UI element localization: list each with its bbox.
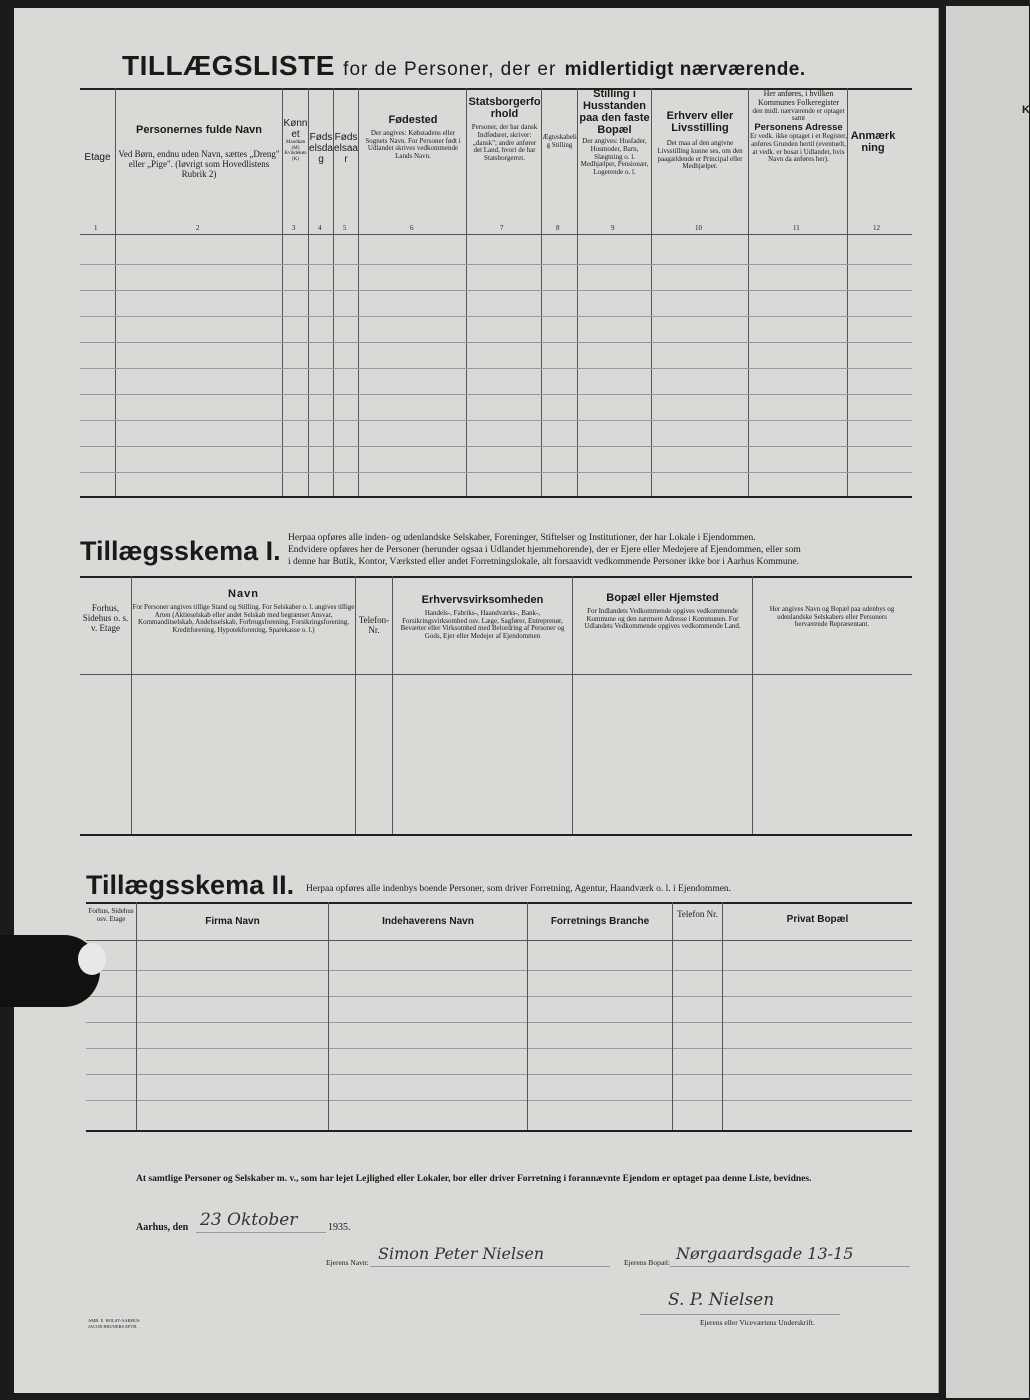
declaration-text: At samtlige Personer og Selskaber m. v., som har lejet Lejlighed eller Lokaler, bor eller driver Forretning i forannævnte Ejendom er optaget paa denne Liste, bevidnes. bbox=[136, 1174, 812, 1184]
col-statsborger-label: Statsborgerforhold bbox=[468, 96, 541, 121]
s1-col-erhverv-label: Erhvervsvirksomheden bbox=[421, 594, 544, 606]
skema1-title: Tillægsskema I. bbox=[80, 536, 281, 566]
owner-address-value: Nørgaardsgade 13-15 bbox=[676, 1244, 854, 1263]
col-erhverv-sub: Det maa af den angivne Livsstilling kunne ses, om den paagældende er Principal eller Medhjælper. bbox=[657, 139, 743, 171]
thumbnail bbox=[78, 943, 106, 975]
s1-col-navn-sub: For Personer angives tillige Stand og Stilling. For Selskaber o. l. angives tillige Arten (Aktieselskab eller andet Selskab med begrænset Ansvar, Kommanditselskab, Andelsselskab, Forbrugsforening, Forsikringsforening, Kreditforening, Hypotekforening, Sparekasse o. l.) bbox=[132, 603, 355, 635]
s2-col-branche: Forretnings Branche bbox=[550, 916, 650, 927]
col-num-11: 11 bbox=[793, 224, 800, 232]
form-page bbox=[14, 8, 939, 1393]
col-anmaerkning-header: Anmærkning bbox=[850, 130, 896, 155]
col-num-12: 12 bbox=[873, 224, 880, 232]
col-etage-header: Etage bbox=[84, 152, 111, 163]
col-navn-sub: Ved Børn, endnu uden Navn, sættes „Dreng" eller „Pige". (Iøvrigt som Hovedlistens Rubrik 2) bbox=[118, 149, 280, 179]
s2-col-firma: Firma Navn bbox=[205, 916, 260, 927]
col-konnet-label: Kønnet bbox=[283, 118, 308, 140]
tillaegsliste-title-rest: for de Personer, der er bbox=[343, 59, 557, 80]
col-aegteskab-header: Ægteskabelig Stilling bbox=[542, 133, 577, 149]
s2-col-privat-bopael: Privat Bopæl bbox=[786, 914, 849, 925]
col-kommune-sub: den midl. nærværende er optaget samt bbox=[752, 106, 845, 123]
s1-col-bopael-sub: For Indlandets Vedkommende opgives vedkommende Kommune og den nærmere Adresse i Kommunen. For Udlandets Vedkommende opgives vedkommende Land. bbox=[584, 607, 741, 631]
s1-col-bopael-label: Bopæl eller Hjemsted bbox=[606, 592, 719, 604]
tillaegsliste-title bbox=[122, 50, 806, 82]
col-num-5: 5 bbox=[343, 224, 347, 232]
col-stilling-header bbox=[578, 88, 651, 177]
col-fodselsaar-header: Fødselsaar bbox=[334, 132, 358, 165]
s1-col-etage: Forhus, Sidehus o. s. v. Etage bbox=[82, 603, 129, 633]
s1-col-telefon: Telefon-Nr. bbox=[358, 615, 390, 635]
col-num-7: 7 bbox=[500, 224, 504, 232]
skema1-intro-line3: i denne har Butik, Kontor, Værksted eller andet Forretningslokale, alt forsaavidt vedkommende Personer ikke bor i Aarhus Kommune. bbox=[288, 557, 800, 567]
printer-mark: AMB. E. HOLST-AARHUS JACOB BRUNERS EFTR. bbox=[88, 1318, 140, 1329]
year-label: 1935. bbox=[328, 1222, 351, 1233]
next-page-edge bbox=[946, 6, 1029, 1398]
s2-col-etage: Forhus, Sidehus osv. Etage bbox=[88, 907, 134, 923]
next-page-letter: K bbox=[1022, 104, 1030, 116]
skema1-intro-line2: Endvidere opføres her de Personer (herunder ogsaa i Udlandet hjemmehorende), der er Ejere eller Medejere af Ejendommen, eller som bbox=[288, 545, 801, 555]
skema2-title: Tillægsskema II. bbox=[86, 870, 295, 900]
col-konnet-sub: Mandkøn (M) Kvindekøn (K) bbox=[284, 140, 307, 162]
skema1-intro bbox=[288, 532, 908, 568]
skema1-intro-line1: Herpaa opføres alle inden- og udenlandske Selskaber, Foreninger, Stiftelser og Institutioner, der har Lokale i Ejendommen. bbox=[288, 533, 756, 543]
tillaegsliste-title-main: TILLÆGSLISTE bbox=[122, 50, 335, 81]
date-handwritten: 23 Oktober bbox=[200, 1210, 298, 1230]
col-num-10: 10 bbox=[695, 224, 702, 232]
col-num-4: 4 bbox=[318, 224, 322, 232]
skema2-intro: Herpaa opføres alle indenbys boende Personer, som driver Forretning, Agentur, Haandværk o. l. i Ejendommen. bbox=[306, 884, 732, 894]
col-fodested-sub: Der angives: Købstadens eller Sognets Navn. For Personer født i Udlandet skrives vedkommende Lands Navn. bbox=[365, 129, 461, 161]
s1-col-navn bbox=[132, 588, 355, 635]
col-num-2: 2 bbox=[196, 224, 200, 232]
col-adresse-label: Personens Adresse bbox=[754, 121, 843, 133]
col-stilling-sub: Der angives: Husfader, Husmoder, Barn, Slægtning o. l. Medhjælper, Pensionær, Logerende o. l. bbox=[580, 137, 649, 177]
col-fodselsdag-header: Fødselsdag bbox=[309, 132, 333, 165]
signature-label: Ejerens eller Viceværtens Underskrift. bbox=[700, 1318, 815, 1327]
col-fodested-label: Fødested bbox=[388, 114, 438, 126]
s1-col-erhverv bbox=[393, 594, 572, 641]
col-navn-label: Personernes fulde Navn bbox=[136, 124, 262, 136]
col-erhverv-label: Erhverv eller Livsstilling bbox=[666, 110, 734, 135]
col-navn-header bbox=[116, 124, 282, 180]
s2-col-indehaver: Indehaverens Navn bbox=[382, 916, 474, 927]
s1-col-bopael bbox=[573, 592, 752, 631]
col-num-3: 3 bbox=[292, 224, 296, 232]
s1-col-repraesentant: Her angives Navn og Bopæl paa udenbys og udenlandske Selskabers eller Personers herværende Repræsentant. bbox=[769, 605, 895, 629]
s1-col-erhverv-sub: Handels-, Fabriks-, Haandværks-, Bank-, Forsikringsvirksomhed osv. Læge, Sagfører, Entreprenør, Beværter eller Virksomhed med Belordring af Personer og Gods, Ejer eller Medejer af Ejendommen bbox=[400, 609, 565, 641]
signature: S. P. Nielsen bbox=[668, 1290, 775, 1310]
s2-col-telefon: Telefon Nr. bbox=[677, 909, 718, 919]
col-kommune-header bbox=[750, 90, 847, 164]
col-statsborger-header bbox=[468, 96, 541, 163]
col-adresse-sub: Er vedk. ikke optaget i et Register, anføres Grunden hertil (eventuelt, at vedk. er bosat i Udlandet, hvis Navn da anføres her). bbox=[750, 132, 847, 164]
col-num-9: 9 bbox=[611, 224, 615, 232]
col-statsborger-sub: Personer, der har dansk Indfødsret, skriver: „dansk"; andre anfører det Land, hvori de har Statsborgerret. bbox=[471, 123, 538, 162]
city-label: Aarhus, den bbox=[136, 1222, 189, 1233]
col-erhverv-header bbox=[652, 110, 748, 171]
col-konnet-header bbox=[283, 118, 308, 162]
owner-address-label: Ejerens Bopæl: bbox=[624, 1258, 671, 1267]
col-fodested-header bbox=[360, 114, 466, 161]
tillaegsliste-title-rest-bold: midlertidigt nærværende. bbox=[564, 59, 806, 80]
col-kommune-label: Her anføres, i hvilken Kommunes Folkeregister bbox=[757, 89, 840, 107]
owner-name-value: Simon Peter Nielsen bbox=[378, 1244, 545, 1263]
col-num-6: 6 bbox=[410, 224, 414, 232]
col-num-1: 1 bbox=[94, 224, 98, 232]
owner-name-label: Ejerens Navn: bbox=[326, 1258, 369, 1267]
s1-col-navn-label: Navn bbox=[228, 588, 259, 600]
col-num-8: 8 bbox=[556, 224, 560, 232]
col-stilling-label: Stilling i Husstanden paa den faste Bopæl bbox=[579, 88, 650, 137]
